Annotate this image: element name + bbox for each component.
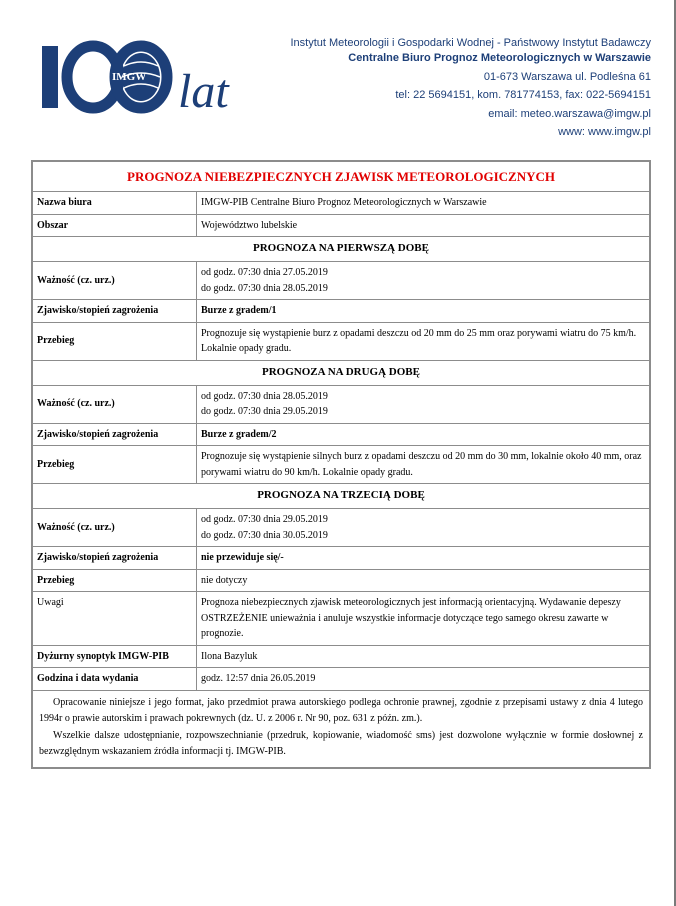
table-row [32, 592, 650, 646]
forecast-day2-heading: PROGNOZA NA DRUGĄ DOBĘ [32, 360, 650, 385]
imgw-100-years-logo [38, 36, 229, 118]
document-title: PROGNOZA NIEBEZPIECZNYCH ZJAWISK METEOROLOGICZNYCH [32, 161, 650, 192]
logo-lat-text: lat [178, 65, 229, 118]
issue-time-value: godz. 12:57 dnia 26.05.2019 [197, 668, 651, 691]
table-row [32, 192, 650, 215]
email[interactable]: email: meteo.warszawa@imgw.pl [488, 107, 651, 120]
institute-name: Instytut Meteorologii i Gospodarki Wodnej - Państwowy Instytut Badawczy [290, 37, 651, 49]
table-row [32, 509, 650, 547]
validity-label: Ważność (cz. urz.) [32, 385, 197, 423]
validity-label: Ważność (cz. urz.) [32, 262, 197, 300]
copyright-notice [32, 690, 650, 768]
phenomenon-value: Burze z gradem/2 [197, 423, 651, 446]
remarks-value: Prognoza niebezpiecznych zjawisk meteorologicznych jest informacją orientacyjną. Wydawanie depeszy OSTRZEŻENIE unieważnia i anuluje wszystkie informacje dotyczące tego samego okresu zawarte w prognozie. [197, 592, 651, 646]
validity-to: do godz. 07:30 dnia 29.05.2019 [201, 406, 328, 417]
forecast-table [31, 160, 651, 769]
table-row [32, 262, 650, 300]
table-row [32, 385, 650, 423]
validity-from: od godz. 07:30 dnia 27.05.2019 [201, 267, 328, 278]
remarks-label: Uwagi [32, 592, 197, 646]
course-value: Prognozuje się wystąpienie silnych burz z opadami deszczu od 20 mm do 30 mm, lokalnie około 40 mm, oraz porywami wiatru do 90 km/h. Lokalnie opady gradu. [197, 446, 651, 484]
validity-to: do godz. 07:30 dnia 30.05.2019 [201, 529, 328, 541]
phenomenon-label: Zjawisko/stopień zagrożenia [32, 423, 197, 446]
redistribution-paragraph: Wszelkie dalsze udostępnianie, rozpowszechnianie (przedruk, kopiowanie, wiadomość sms) jest dozwolone wyłącznie w formie dosłownej z bezwzględnym wskazaniem źródła informacji tj. IMGW-PIB. [39, 729, 643, 757]
phenomenon-value: Burze z gradem/1 [197, 300, 651, 323]
area-value: Województwo lubelskie [197, 214, 651, 237]
validity-to: do godz. 07:30 dnia 28.05.2019 [201, 282, 328, 294]
course-value: Prognozuje się wystąpienie burz z opadami deszczu od 20 mm do 25 mm oraz porywami wiatru do 75 km/h. Lokalnie opady gradu. [197, 322, 651, 360]
bureau-label: Nazwa biura [32, 192, 197, 215]
letterhead [0, 0, 676, 150]
phone-fax: tel: 22 5694151, kom. 781774153, fax: 022-5694151 [395, 89, 651, 102]
issue-time-label: Godzina i data wydania [32, 668, 197, 691]
table-row [32, 547, 650, 570]
duty-synoptic-value: Ilona Bazyluk [197, 645, 651, 668]
table-row [32, 446, 650, 484]
course-value: nie dotyczy [197, 569, 651, 592]
table-row [32, 322, 650, 360]
validity-label: Ważność (cz. urz.) [32, 509, 197, 547]
table-row [32, 300, 650, 323]
copyright-paragraph: Opracowanie niniejsze i jego format, jako przedmiot prawa autorskiego podlega ochronie prawnej, zgodnie z przepisami ustawy z dnia 4 lutego 1994r o prawie autorskim i prawach pokrewnych (dz. U. z 2006 r. Nr 90, poz. 631 z późn. zm.). [39, 696, 643, 724]
table-row [32, 569, 650, 592]
address: 01-673 Warszawa ul. Podleśna 61 [483, 70, 651, 83]
forecast-day1-heading: PROGNOZA NA PIERWSZĄ DOBĘ [32, 237, 650, 262]
validity-value [197, 262, 651, 300]
phenomenon-label: Zjawisko/stopień zagrożenia [32, 547, 197, 570]
area-label: Obszar [32, 214, 197, 237]
logo-graphic-icon [38, 36, 178, 116]
institute-contact-block [231, 36, 651, 140]
validity-from: od godz. 07:30 dnia 29.05.2019 [201, 514, 328, 525]
validity-value [197, 385, 651, 423]
bureau-name: Centralne Biuro Prognoz Meteorologicznych w Warszawie [348, 52, 651, 65]
forecast-day3-heading: PROGNOZA NA TRZECIĄ DOBĘ [32, 484, 650, 509]
course-label: Przebieg [32, 569, 197, 592]
table-row [32, 214, 650, 237]
website[interactable]: www: www.imgw.pl [558, 126, 651, 139]
svg-text:IMGW: IMGW [112, 71, 147, 83]
table-row [32, 423, 650, 446]
course-label: Przebieg [32, 322, 197, 360]
validity-value [197, 509, 651, 547]
bureau-value: IMGW-PIB Centralne Biuro Prognoz Meteorologicznych w Warszawie [197, 192, 651, 215]
table-row [32, 668, 650, 691]
table-row [32, 645, 650, 668]
phenomenon-label: Zjawisko/stopień zagrożenia [32, 300, 197, 323]
duty-synoptic-label: Dyżurny synoptyk IMGW-PIB [32, 645, 197, 668]
phenomenon-value: nie przewiduje się/- [197, 547, 651, 570]
course-label: Przebieg [32, 446, 197, 484]
validity-from: od godz. 07:30 dnia 28.05.2019 [201, 390, 328, 402]
